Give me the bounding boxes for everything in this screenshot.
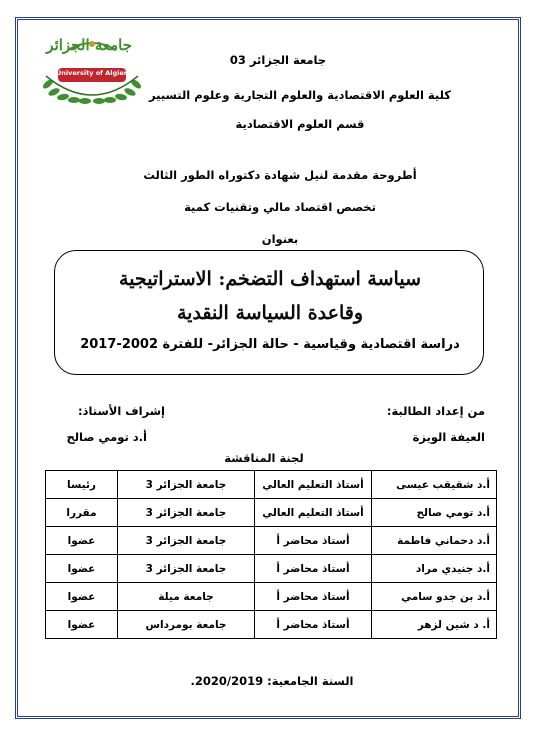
member-rank: أستاذ التعليم العالي [255,471,372,499]
member-rank: أستاذ محاضر أ [255,527,372,555]
table-row [46,555,497,583]
logo-latin-text: University of Algiers 3 [56,69,138,77]
member-university: جامعة الجزائر 3 [118,499,255,527]
supervisor-label: إشراف الأستاذ: [77,404,165,418]
member-name: أ.د جنيدي مراد [372,555,497,583]
member-role: عضوا [46,611,118,639]
table-row [46,499,497,527]
thesis-title-line-1: سياسة استهداف التضخم: الاستراتيجية [119,268,421,290]
titled-label: بعنوان [261,232,299,246]
university-name: جامعة الجزائر 03 [229,53,327,67]
academic-year: السنة الجامعية: 2020/2019. [190,674,354,688]
table-row [46,527,497,555]
degree-line: أطروحة مقدمة لنيل شهادة دكتوراه الطور الثالث [143,168,417,182]
member-university: جامعة ميلة [118,583,255,611]
committee-table [45,470,497,639]
member-role: عضوا [46,555,118,583]
committee-heading: لجنة المناقشة [224,451,304,465]
supervisor-name: أ.د تومي صالح [66,430,147,444]
member-name: أ. د شين لزهر [372,611,497,639]
thesis-subtitle: دراسة اقتصادية وقياسية - حالة الجزائر- للفترة 2002-2017 [80,337,460,352]
member-name: أ.د شقيقب عيسى [372,471,497,499]
faculty-name: كلية العلوم الاقتصادية والعلوم التجارية وعلوم التسيير [149,88,451,102]
member-name: أ.د بن جدو سامي [372,583,497,611]
student-name: العيفة الويزة [412,430,485,444]
member-university: جامعة الجزائر 3 [118,555,255,583]
thesis-title-line-2: وقاعدة السياسة النقدية [176,302,364,324]
member-rank: أستاذ محاضر أ [255,611,372,639]
member-role: عضوا [46,583,118,611]
member-university: جامعة الجزائر 3 [118,527,255,555]
member-name: أ.د تومي صالح [372,499,497,527]
member-rank: أستاذ محاضر أ [255,555,372,583]
member-role: مقررا [46,499,118,527]
table-row [46,471,497,499]
specialty-line: تخصص اقتصاد مالي وتقنيات كمية [184,200,376,214]
logo-arabic-text: جامعة الجزائر [46,36,132,54]
table-row [46,611,497,639]
member-name: أ.د دحماني فاطمة [372,527,497,555]
table-row [46,583,497,611]
member-rank: أستاذ التعليم العالي [255,499,372,527]
prepared-by-label: من إعداد الطالبة: [386,404,485,418]
member-university: جامعة الجزائر 3 [118,471,255,499]
member-university: جامعة بومرداس [118,611,255,639]
department-name: قسم العلوم الاقتصادية [235,117,365,131]
member-role: رئيسا [46,471,118,499]
member-rank: أستاذ محاضر أ [255,583,372,611]
member-role: عضوا [46,527,118,555]
